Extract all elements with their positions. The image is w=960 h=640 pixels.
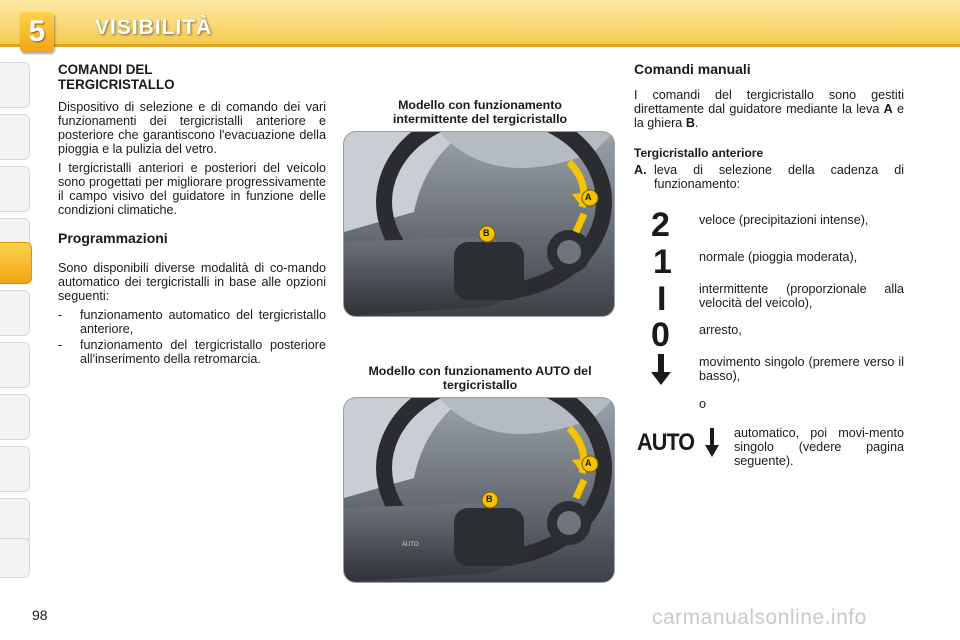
caption-auto-model: Modello con funzionamento AUTO del tergicristallo <box>368 364 592 392</box>
chapter-tab-1[interactable] <box>0 62 30 108</box>
chapter-number: 5 <box>28 15 46 48</box>
intro-paragraph-1: Dispositivo di selezione e di comando dei vari funzionamenti dei tergicristalli anteriore e posteriore che garantiscono l'evacuazione della pioggia e la pulizia del vetro. <box>58 100 326 156</box>
chapter-tab-11[interactable] <box>0 538 30 578</box>
mode-0-icon: 0 <box>651 316 670 354</box>
lever-text: leva di selezione della cadenza di funzionamento: <box>654 163 904 191</box>
mode-1-icon: 1 <box>653 243 672 281</box>
photo-auto-stalk <box>344 398 614 582</box>
photo-intermittent-stalk <box>344 132 614 316</box>
caption-intermittent-model: Modello con funzionamento intermittente del tergicristallo <box>392 98 568 126</box>
mode-2-icon: 2 <box>651 206 670 244</box>
lever-label: A. <box>634 163 647 177</box>
stalk-illustration <box>344 132 614 316</box>
mode-text: arresto, <box>699 323 742 337</box>
list-item <box>58 308 326 336</box>
mode-intermittent-icon: I <box>657 280 667 318</box>
bullet-dash: - <box>58 338 63 352</box>
bullet-text: funzionamento automatico del tergicristallo anteriore, <box>80 308 326 336</box>
label-a-marker: A <box>585 458 592 468</box>
chapter-badge <box>20 12 54 52</box>
chapter-tabs <box>0 62 34 582</box>
chapter-tab-7[interactable] <box>0 342 30 388</box>
mode-text: automatico, poi movi-mento singolo (vedere pagina seguente). <box>734 426 904 468</box>
chapter-tab-5-active[interactable] <box>0 242 32 284</box>
label-b-marker: B <box>486 494 493 504</box>
stalk-auto-marking: AUTO <box>402 542 419 548</box>
intro-paragraph-2: I tergicristalli anteriori e posteriori del veicolo sono progettati per migliorare progressivamente il campo visivo del guidatore in funzione delle condizioni climatiche. <box>58 161 326 217</box>
auto-icon: AUTO <box>637 429 695 456</box>
chapter-tab-9[interactable] <box>0 446 30 492</box>
or-separator: o <box>699 397 707 411</box>
down-arrow-icon <box>705 428 719 458</box>
manual-controls-intro: I comandi del tergicristallo sono gestiti direttamente dal guidatore mediante la leva A e la ghiera B. <box>634 88 905 130</box>
mode-text: normale (pioggia moderata), <box>699 250 858 264</box>
down-arrow-icon <box>651 354 671 386</box>
chapter-tab-3[interactable] <box>0 166 30 212</box>
mode-text: intermittente (proporzionale alla velocità del veicolo), <box>699 282 904 310</box>
programming-paragraph: Sono disponibili diverse modalità di co-mando automatico dei tergicristalli in base alle opzioni seguenti: <box>58 261 326 303</box>
chapter-tab-6[interactable] <box>0 290 30 336</box>
page-number: 98 <box>32 607 48 623</box>
chapter-tab-2[interactable] <box>0 114 30 160</box>
right-column <box>634 62 904 191</box>
front-wiper-title: Tergicristallo anteriore <box>634 146 764 160</box>
lever-a-description <box>634 163 904 191</box>
bullet-text: funzionamento del tergicristallo posteriore all'inserimento della retromarcia. <box>80 338 326 366</box>
left-column <box>58 62 326 366</box>
programming-title: Programmazioni <box>58 230 168 246</box>
watermark: carmanualsonline.info <box>652 606 867 629</box>
section-title: COMANDI DEL TERGICRISTALLO <box>58 62 175 92</box>
manual-controls-title: Comandi manuali <box>634 61 751 77</box>
label-a-marker: A <box>585 192 592 202</box>
list-item <box>58 338 326 366</box>
chapter-tab-8[interactable] <box>0 394 30 440</box>
page-title: VISIBILITÀ <box>95 16 213 39</box>
mode-text: veloce (precipitazioni intense), <box>699 213 869 227</box>
stalk-illustration <box>344 398 614 582</box>
label-b-marker: B <box>483 228 490 238</box>
bullet-dash: - <box>58 308 63 322</box>
header-divider <box>0 44 960 47</box>
mode-text: movimento singolo (premere verso il basso), <box>699 355 904 383</box>
